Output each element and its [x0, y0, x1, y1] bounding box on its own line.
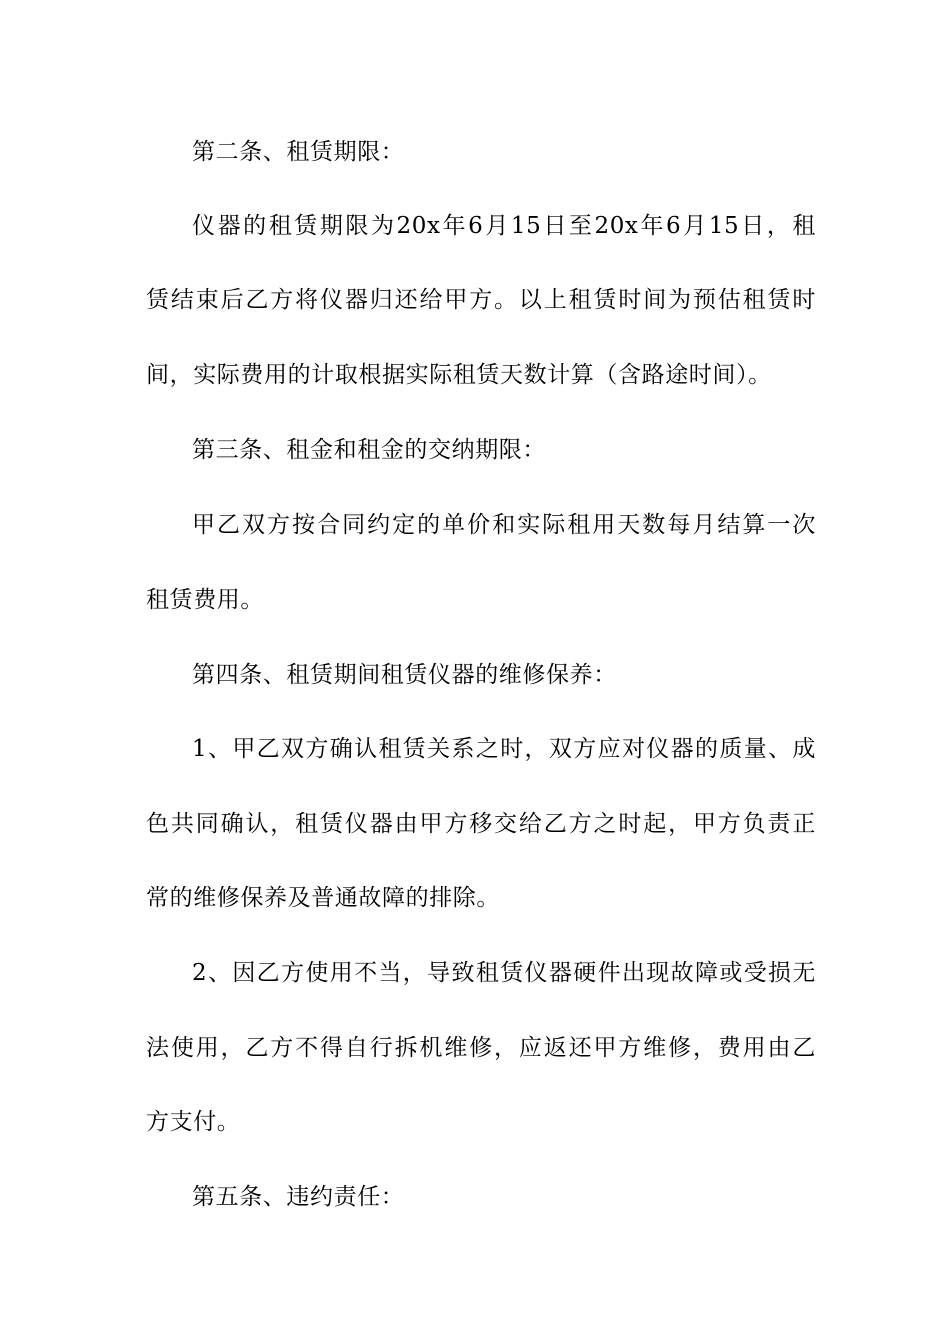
article-4-item-2-line-3: 方支付。 — [146, 1109, 241, 1135]
article-3-paragraph-line-2: 租赁费用。 — [146, 587, 264, 613]
article-3-paragraph-line-1: 甲乙双方按合同约定的单价和实际租用天数每月结算一次 — [192, 512, 816, 538]
article-4-item-1-line-2: 色共同确认，租赁仪器由甲方移交给乙方之时起，甲方负责正 — [146, 811, 816, 837]
article-4-item-1-line-3: 常的维修保养及普通故障的排除。 — [146, 885, 500, 911]
article-4-item-2-line-1: 2、因乙方使用不当，导致租赁仪器硬件出现故障或受损无 — [192, 960, 816, 986]
article-5-heading: 第五条、违约责任： — [192, 1184, 405, 1210]
article-3-heading: 第三条、租金和租金的交纳期限： — [192, 437, 546, 463]
article-2-paragraph-line-1: 仪器的租赁期限为20x年6月15日至20x年6月15日，租 — [192, 213, 816, 239]
article-2-paragraph-line-2: 赁结束后乙方将仪器归还给甲方。以上租赁时间为预估租赁时 — [146, 287, 816, 313]
article-2-paragraph-line-3: 间，实际费用的计取根据实际租赁天数计算（含路途时间）。 — [146, 362, 772, 388]
article-4-item-2-line-2: 法使用，乙方不得自行拆机维修，应返还甲方维修，费用由乙 — [146, 1035, 816, 1061]
article-2-heading: 第二条、租赁期限： — [192, 139, 405, 165]
article-4-item-1-line-1: 1、甲乙双方确认租赁关系之时，双方应对仪器的质量、成 — [192, 736, 816, 762]
article-4-heading: 第四条、租赁期间租赁仪器的维修保养： — [192, 662, 617, 688]
